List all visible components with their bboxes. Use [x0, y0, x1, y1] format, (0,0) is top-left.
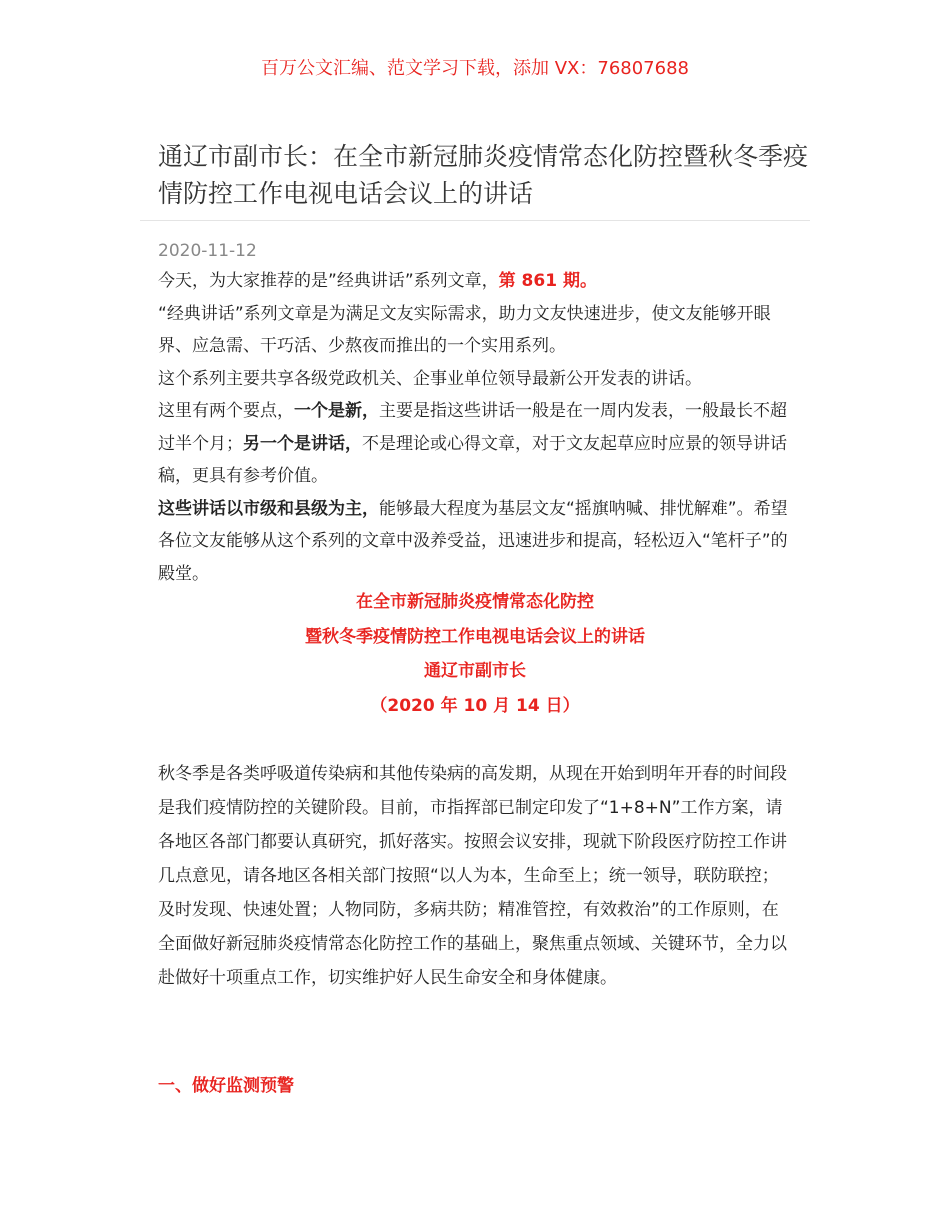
series-name: 经典讲话: [166, 303, 235, 324]
intro-text: 这里有两个要点，: [158, 401, 294, 421]
intro-block: [158, 265, 794, 590]
speech-title-line-1: 在全市新冠肺炎疫情常态化防控: [356, 592, 594, 612]
intro-text: ”系列文章，: [404, 271, 499, 291]
intro-paragraph-5: [158, 493, 794, 591]
title-divider: [140, 220, 810, 221]
intro-paragraph-2: [158, 298, 794, 363]
series-name: 经典讲话: [336, 271, 405, 291]
promo-banner: 百万公文汇编、范文学习下载，添加 VX：76807688: [261, 58, 689, 79]
intro-text: 能够最大程度为基层文友“摇旗呐喊、排忧解难”。希望各位文友能够从这个系列的文章中汲养受益，迅速进步和提高，轻松迈入“笔杆子”的殿堂。: [158, 498, 788, 584]
intro-text: 今天，为大家推荐的是”: [158, 271, 337, 291]
intro-text: 不是理论或心得文章，对于文友起草应时应景的领导讲话稿，更具有参考价值。: [158, 433, 787, 486]
intro-emphasis: 这些讲话以市级和县级为主，: [158, 498, 379, 519]
speech-paragraph-1: 秋冬季是各类呼吸道传染病和其他传染病的高发期，从现在开始到明年开春的时间段是我们疫情防控的关键阶段。目前，市指挥部已制定印发了“1+8+N”工作方案，请各地区各部门都要认真研究，抓好落实。按照会议安排，现就下阶段医疗防控工作讲几点意见，请各地区各相关部门按照“以人为本，生命至上；统一领导，联防联控；及时发现、快速处置；人物同防，多病共防；精准管控，有效救治”的工作原则，在全面做好新冠肺炎疫情常态化防控工作的基础上，聚焦重点领域、关键环节，全力以赴做好十项重点工作，切实维护好人民生命安全和身体健康。: [158, 764, 787, 988]
speech-title-line-2: 暨秋冬季疫情防控工作电视电话会议上的讲话: [305, 626, 645, 647]
intro-text: “: [158, 303, 167, 324]
intro-emphasis: 另一个是讲话，: [243, 433, 362, 454]
speech-speaker: 通辽市副市长: [424, 661, 526, 681]
publish-date: 2020-11-12: [158, 241, 257, 261]
section-heading-1: 一、做好监测预警: [158, 1076, 294, 1096]
intro-text: ”系列文章是为满足文友实际需求，助力文友快速进步，使文友能够开眼界、应急需、干巧活、少熬夜而推出的一个实用系列。: [158, 303, 771, 356]
intro-paragraph-3: 这个系列主要共享各级党政机关、企事业单位领导最新公开发表的讲话。: [158, 368, 702, 389]
intro-paragraph-1: [158, 265, 794, 298]
intro-emphasis: 一个是新，: [294, 401, 379, 421]
intro-paragraph-4: [158, 395, 794, 493]
speech-date: （2020 年 10 月 14 日）: [370, 695, 580, 716]
intro-text: 主要是指这些讲话一般是在一周内发表，一般最长不超过半个月；: [158, 401, 787, 454]
speech-heading: [0, 585, 950, 723]
issue-number: 第 861 期。: [498, 271, 597, 291]
article-title: 通辽市副市长：在全市新冠肺炎疫情常态化防控暨秋冬季疫情防控工作电视电话会议上的讲话: [158, 142, 809, 208]
